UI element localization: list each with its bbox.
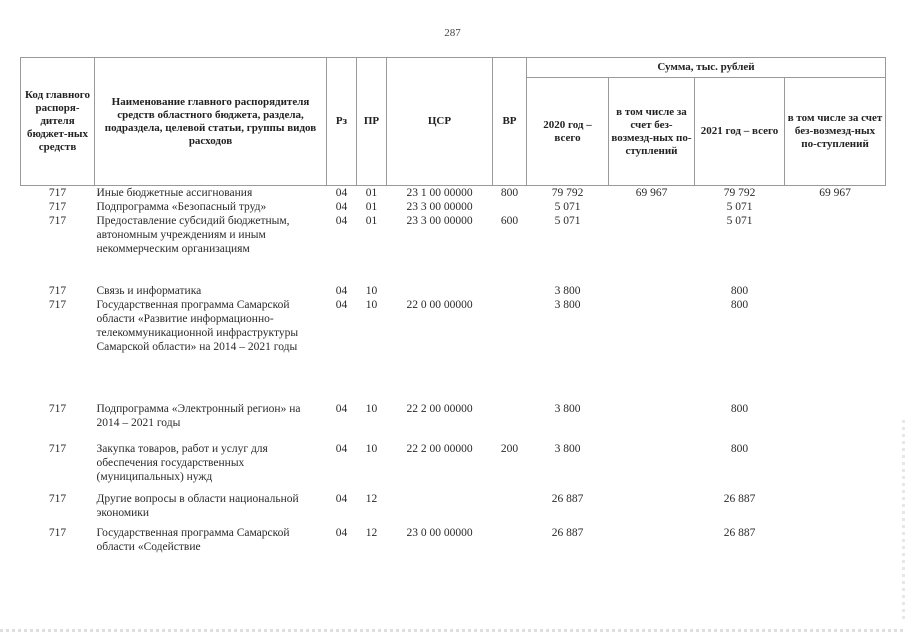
row-2021-total: 800 [730,443,749,455]
row-name: Связь и информатика [96,285,202,297]
row-rz: 04 [335,285,348,297]
row-2020-free [609,298,695,396]
header-csr: ЦСР [387,58,493,186]
row-vr: 200 [500,443,519,455]
header-vr: ВР [493,58,527,186]
row-2020-total: 5 071 [554,215,581,227]
header-pr: ПР [357,58,387,186]
row-csr: 23 0 00 00000 [406,527,473,539]
row-name: Подпрограмма «Безопасный труд» [96,201,267,213]
row-2020-total: 79 792 [551,187,584,199]
row-csr: 22 0 00 00000 [406,299,473,311]
row-2021-total: 800 [730,299,749,311]
row-rz: 04 [335,201,348,213]
row-2020-free [609,214,695,284]
table-row [21,442,886,492]
row-vr [493,200,527,214]
row-name: Другие вопросы в области национальной экономики [96,493,299,519]
row-pr: 10 [365,299,378,311]
row-2020-total: 3 800 [554,403,581,415]
row-pr: 01 [365,187,378,199]
table-row [21,200,886,214]
table-body [21,186,886,561]
row-pr: 12 [365,493,378,505]
header-2020-free: в том числе за счет без-возмезд-ных по-ступлений [609,78,695,186]
row-code: 717 [48,215,67,227]
row-pr: 01 [365,215,378,227]
row-pr: 12 [365,527,378,539]
row-2020-free: 69 967 [635,187,668,199]
row-code: 717 [48,443,67,455]
row-csr [387,492,493,526]
row-pr: 10 [365,403,378,415]
table-row [21,298,886,396]
row-2021-total: 5 071 [726,201,753,213]
row-name: Государственная программа Самарской области «Развитие информационно-телекоммуникационной инфраструктуры Самарской области» на 2014 – 2021 годы [96,299,299,353]
table-header [21,58,886,186]
row-rz: 04 [335,493,348,505]
row-2020-free [609,442,695,492]
row-2020-total: 3 800 [554,443,581,455]
row-2021-total: 26 887 [723,493,756,505]
row-2021-total: 79 792 [723,187,756,199]
row-code: 717 [48,493,67,505]
header-sum: Сумма, тыс. рублей [527,58,886,78]
row-2020-total: 3 800 [554,299,581,311]
row-code: 717 [48,201,67,213]
header-name: Наименование главного распорядителя средств областного бюджета, раздела, подраздела, целевой статьи, группы видов расходов [95,58,327,186]
table-row [21,214,886,284]
row-pr: 10 [365,285,378,297]
row-csr [387,284,493,298]
row-2020-free [609,284,695,298]
row-rz: 04 [335,443,348,455]
row-name: Иные бюджетные ассигнования [96,187,253,199]
row-2021-free [785,442,886,492]
row-name: Государственная программа Самарской области «Содействие [96,527,290,553]
header-2021-total: 2021 год – всего [695,78,785,186]
header-code: Код главного распоря-дителя бюджет-ных средств [21,58,95,186]
row-pr: 10 [365,443,378,455]
row-csr: 22 2 00 00000 [406,443,473,455]
row-csr: 22 2 00 00000 [406,403,473,415]
row-code: 717 [48,403,67,415]
row-2020-free [609,526,695,560]
row-2020-free [609,402,695,436]
row-vr [493,402,527,436]
row-code: 717 [48,285,67,297]
row-vr: 800 [500,187,519,199]
row-2021-total: 5 071 [726,215,753,227]
row-2021-free: 69 967 [819,187,851,199]
row-2021-free [785,402,886,436]
header-2021-free: в том числе за счет без-возмезд-ных по-ступлений [785,78,886,186]
row-2021-free [785,492,886,526]
row-rz: 04 [335,527,348,539]
row-rz: 04 [335,187,348,199]
row-csr: 23 3 00 00000 [406,201,473,213]
row-code: 717 [48,299,67,311]
row-2021-free [785,284,886,298]
row-name: Предоставление субсидий бюджетным, автономным учреждениям и иным некоммерческим организациям [96,215,290,255]
row-pr: 01 [365,201,378,213]
row-2020-total: 26 887 [551,493,584,505]
row-2021-total: 26 887 [723,527,756,539]
row-csr: 23 1 00 00000 [406,187,473,199]
row-name: Подпрограмма «Электронный регион» на 2014 – 2021 годы [96,403,301,429]
row-2020-total: 26 887 [551,527,584,539]
header-rz: Рз [327,58,357,186]
row-vr [493,284,527,298]
scan-artifact-bottom [0,629,905,632]
table-row [21,284,886,298]
row-2021-total: 800 [730,285,749,297]
row-2021-total: 800 [730,403,749,415]
row-2021-free [785,214,886,284]
row-vr: 600 [500,215,519,227]
row-2021-free [785,526,886,560]
row-rz: 04 [335,403,348,415]
row-code: 717 [48,527,67,539]
budget-table [20,57,886,560]
row-2020-free [609,492,695,526]
row-name: Закупка товаров, работ и услуг для обеспечения государственных (муниципальных) нужд [96,443,268,483]
row-csr: 23 3 00 00000 [406,215,473,227]
row-rz: 04 [335,299,348,311]
row-rz: 04 [335,215,348,227]
table-row [21,492,886,526]
row-2020-total: 5 071 [554,201,581,213]
row-2021-free [785,200,886,214]
row-2021-free [785,298,886,396]
row-vr [493,492,527,526]
page-number: 287 [444,27,461,39]
header-2020-total: 2020 год – всего [527,78,609,186]
row-2020-total: 3 800 [554,285,581,297]
table-row [21,402,886,436]
table-row [21,186,886,201]
table-row [21,526,886,560]
row-2020-free [609,200,695,214]
row-vr [493,298,527,396]
row-vr [493,526,527,560]
row-code: 717 [48,187,67,199]
